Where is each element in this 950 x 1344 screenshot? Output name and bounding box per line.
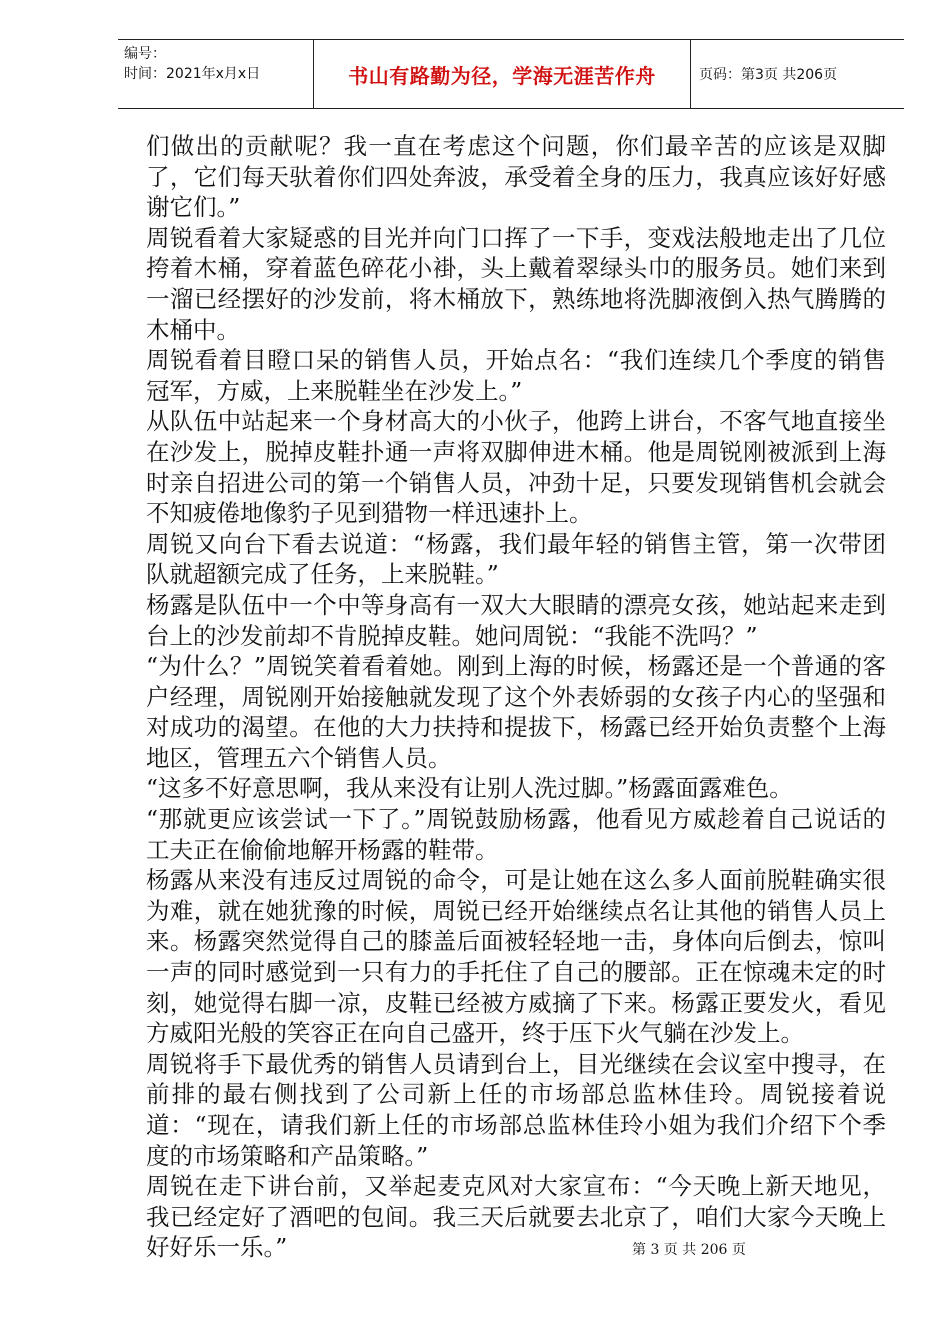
page-footer: 第 3 页 共 206 页 (632, 1242, 746, 1258)
document-body (146, 131, 886, 1263)
paragraph: 杨露是队伍中一个中等身高有一双大大眼睛的漂亮女孩，她站起来走到台上的沙发前却不肯脱掉皮鞋。她问周锐：“我能不洗吗？” (146, 590, 886, 650)
paragraph: 杨露从来没有违反过周锐的命令，可是让她在这么多人面前脱鞋确实很为难，就在她犹豫的时候，周锐已经开始继续点名让其他的销售人员上来。杨露突然觉得自己的膝盖后面被轻轻地一击，身体向后倒去，惊叫一声的同时感觉到一只有力的手托住了自己的腰部。正在惊魂未定的时刻，她觉得右脚一凉，皮鞋已经被方威摘了下来。杨露正要发火，看见方威阳光般的笑容正在向自己盛开，终于压下火气躺在沙发上。 (146, 866, 886, 1048)
document-time-label: 时间：2021年x月x日 (124, 66, 261, 82)
page-header (118, 39, 904, 109)
paragraph: 从队伍中站起来一个身材高大的小伙子，他跨上讲台，不客气地直接坐在沙发上，脱掉皮鞋扑通一声将双脚伸进木桶。他是周锐刚被派到上海时亲自招进公司的第一个销售人员，冲劲十足，只要发现销售机会就会不知疲倦地像豹子见到猎物一样迅速扑上。 (146, 407, 886, 528)
paragraph: 周锐看着目瞪口呆的销售人员，开始点名：“我们连续几个季度的销售冠军，方威，上来脱鞋坐在沙发上。” (146, 346, 886, 405)
paragraph: 周锐在走下讲台前，又举起麦克风对大家宣布：“今天晚上新天地见，我已经定好了酒吧的包间。我三天后就要去北京了，咱们大家今天晚上好好乐一乐。” (146, 1172, 886, 1262)
header-motto: 书山有路勤为径，学海无涯苦作舟 (314, 40, 691, 108)
paragraph: 周锐将手下最优秀的销售人员请到台上，目光继续在会议室中搜寻，在前排的最右侧找到了公司新上任的市场部总监林佳玲。周锐接着说道：“现在，请我们新上任的市场部总监林佳玲小姐为我们介绍下个季度的市场策略和产品策略。” (146, 1049, 886, 1170)
paragraph: “那就更应该尝试一下了。”周锐鼓励杨露，他看见方威趁着自己说话的工夫正在偷偷地解开杨露的鞋带。 (146, 805, 886, 864)
document-number-label: 编号： (124, 46, 166, 62)
paragraph: 们做出的贡献呢？我一直在考虑这个问题，你们最辛苦的应该是双脚了，它们每天驮着你们四处奔波，承受着全身的压力，我真应该好好感谢它们。” (146, 132, 886, 222)
paragraph: 周锐看着大家疑惑的目光并向门口挥了一下手，变戏法般地走出了几位挎着木桶，穿着蓝色碎花小褂，头上戴着翠绿头巾的服务员。她们来到一溜已经摆好的沙发前，将木桶放下，熟练地将洗脚液倒入热气腾腾的木桶中。 (146, 223, 886, 344)
header-meta (118, 40, 314, 108)
paragraph: “这多不好意思啊，我从来没有让别人洗过脚。”杨露面露难色。 (146, 774, 793, 803)
paragraph: 周锐又向台下看去说道：“杨露，我们最年轻的销售主管，第一次带团队就超额完成了任务，上来脱鞋。” (146, 529, 886, 589)
paragraph: “为什么？”周锐笑着看着她。刚到上海的时候，杨露还是一个普通的客户经理，周锐刚开始接触就发现了这个外表娇弱的女孩子内心的坚强和对成功的渴望。在他的大力扶持和提拔下，杨露已经开始负责整个上海地区，管理五六个销售人员。 (146, 652, 886, 772)
header-page-info: 页码：第3页 共206页 (699, 67, 838, 83)
